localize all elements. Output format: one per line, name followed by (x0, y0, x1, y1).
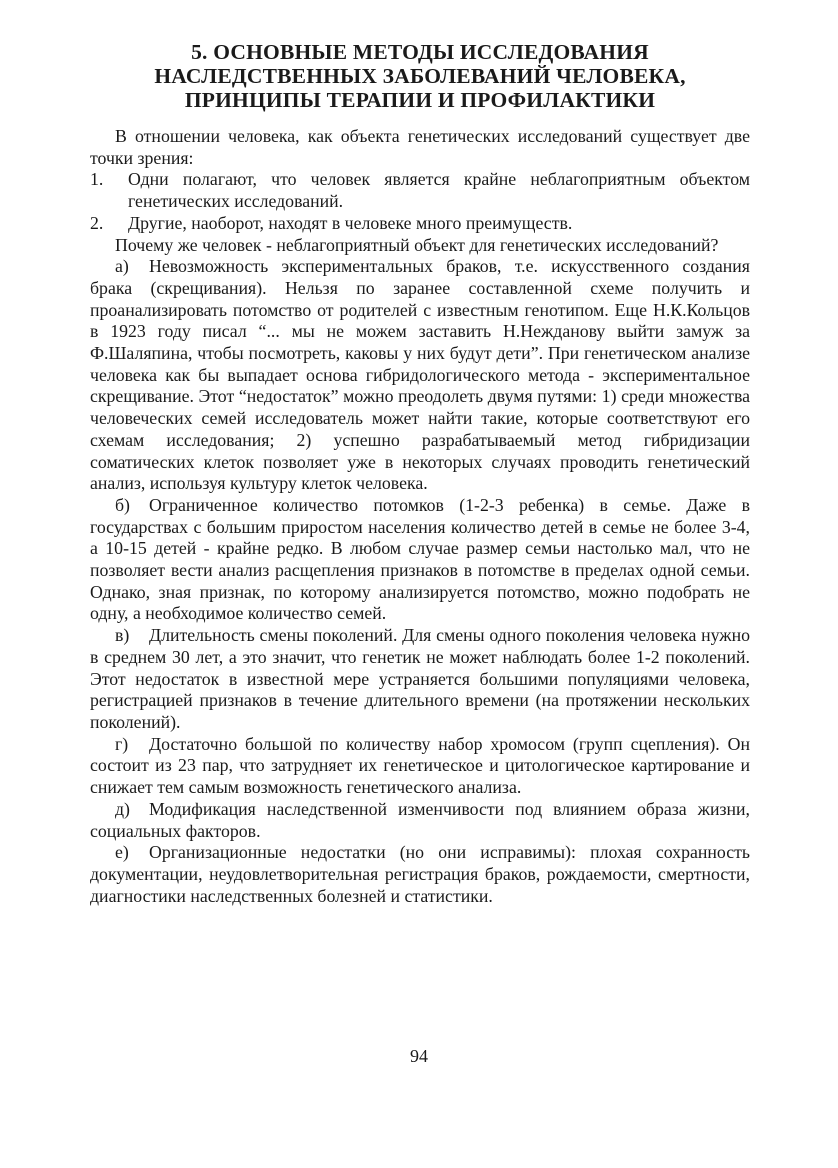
reason-b (90, 495, 750, 625)
view-item-2 (90, 213, 750, 235)
chapter-title (90, 40, 750, 112)
reason-label: е) (115, 842, 129, 863)
reason-g (90, 734, 750, 799)
document-page (90, 40, 750, 907)
chapter-title-line-1: 5. ОСНОВНЫЕ МЕТОДЫ ИССЛЕДОВАНИЯ (191, 40, 649, 64)
reason-a (90, 256, 750, 495)
reason-text: Невозможность экспериментальных браков, т.е. искусственного создания брака (скрещивания). Нельзя по заранее составленной схеме получить и проанализировать потомство от родителей с известным генотипом. Еще Н.К.Кольцов в 1923 году писал “... мы не можем заставить Н.Нежданову выйти замуж за Ф.Шаляпина, чтобы посмотреть, каковы у них будут дети”. При генетическом анализе человека как бы выпадает основа гибридологического метода - экспериментальное скрещивание. Этот “недостаток” можно преодолеть двумя путями: 1) среди множества человеческих семей исследователь может найти такие, которые соответствуют его схемам исследования; 2) успешно разрабатываемый метод гибридизации соматических клеток позволяет уже в некоторых случаях проводить генетический анализ, используя культуру клеток человека. (90, 256, 750, 494)
reason-text: Достаточно большой по количеству набор хромосом (групп сцепления). Он состоит из 23 пар, что затрудняет их генетическое и цитологическое картирование и снижает тем самым возможность генетического анализа. (90, 733, 750, 798)
reason-text: Ограниченное количество потомков (1-2-3 ребенка) в семье. Даже в государствах с большим приростом населения количество детей в семье не более 3-4, а 10-15 детей - крайне редко. В любом случае размер семьи настолько мал, что не позволяет вести анализ расщепления признаков в потомстве в пределах одной семьи. Однако, зная признак, по которому анализируется потомство, можно подобрать не одну, а необходимое количество семей. (90, 494, 750, 624)
page-number: 94 (410, 1046, 428, 1066)
view-text: Другие, наоборот, находят в человеке много преимуществ. (128, 212, 573, 233)
chapter-title-line-3: ПРИНЦИПЫ ТЕРАПИИ И ПРОФИЛАКТИКИ (184, 88, 656, 112)
reason-text: Организационные недостатки (но они исправимы): плохая сохранность документации, неудовлетворительная регистрация браков, рождаемости, смертности, диагностики наследственных болезней и статистики. (90, 842, 750, 906)
body-text (90, 126, 750, 907)
question-paragraph: Почему же человек - неблагоприятный объект для генетических исследований? (115, 234, 719, 255)
view-item-1 (90, 169, 750, 212)
reason-text: Длительность смены поколений. Для смены одного поколения человека нужно в среднем 30 лет, а это значит, что генетик не может наблюдать более 1-2 поколений. Этот недостаток в известной мере устраняется большими популяциями человека, регистрацией признаков в течение длительного времени (на протяжении нескольких поколений). (90, 625, 750, 732)
view-number: 2. (90, 212, 104, 233)
reason-label: а) (115, 256, 129, 277)
view-text: Одни полагают, что человек является крайне неблагоприятным объектом генетических исследований. (128, 169, 750, 212)
reason-label: г) (115, 733, 129, 754)
reason-text: Модификация наследственной изменчивости под влиянием образа жизни, социальных факторов. (90, 798, 750, 841)
chapter-title-line-2: НАСЛЕДСТВЕННЫХ ЗАБОЛЕВАНИЙ ЧЕЛОВЕКА, (154, 64, 686, 88)
reason-d (90, 799, 750, 842)
view-number: 1. (90, 169, 104, 190)
reason-label: б) (115, 494, 130, 515)
reason-label: д) (115, 798, 130, 819)
intro-paragraph: В отношении человека, как объекта генетических исследований существует две точки зрения: (90, 126, 750, 168)
reason-v (90, 625, 750, 734)
reason-e (90, 842, 750, 907)
reason-label: в) (115, 625, 130, 646)
